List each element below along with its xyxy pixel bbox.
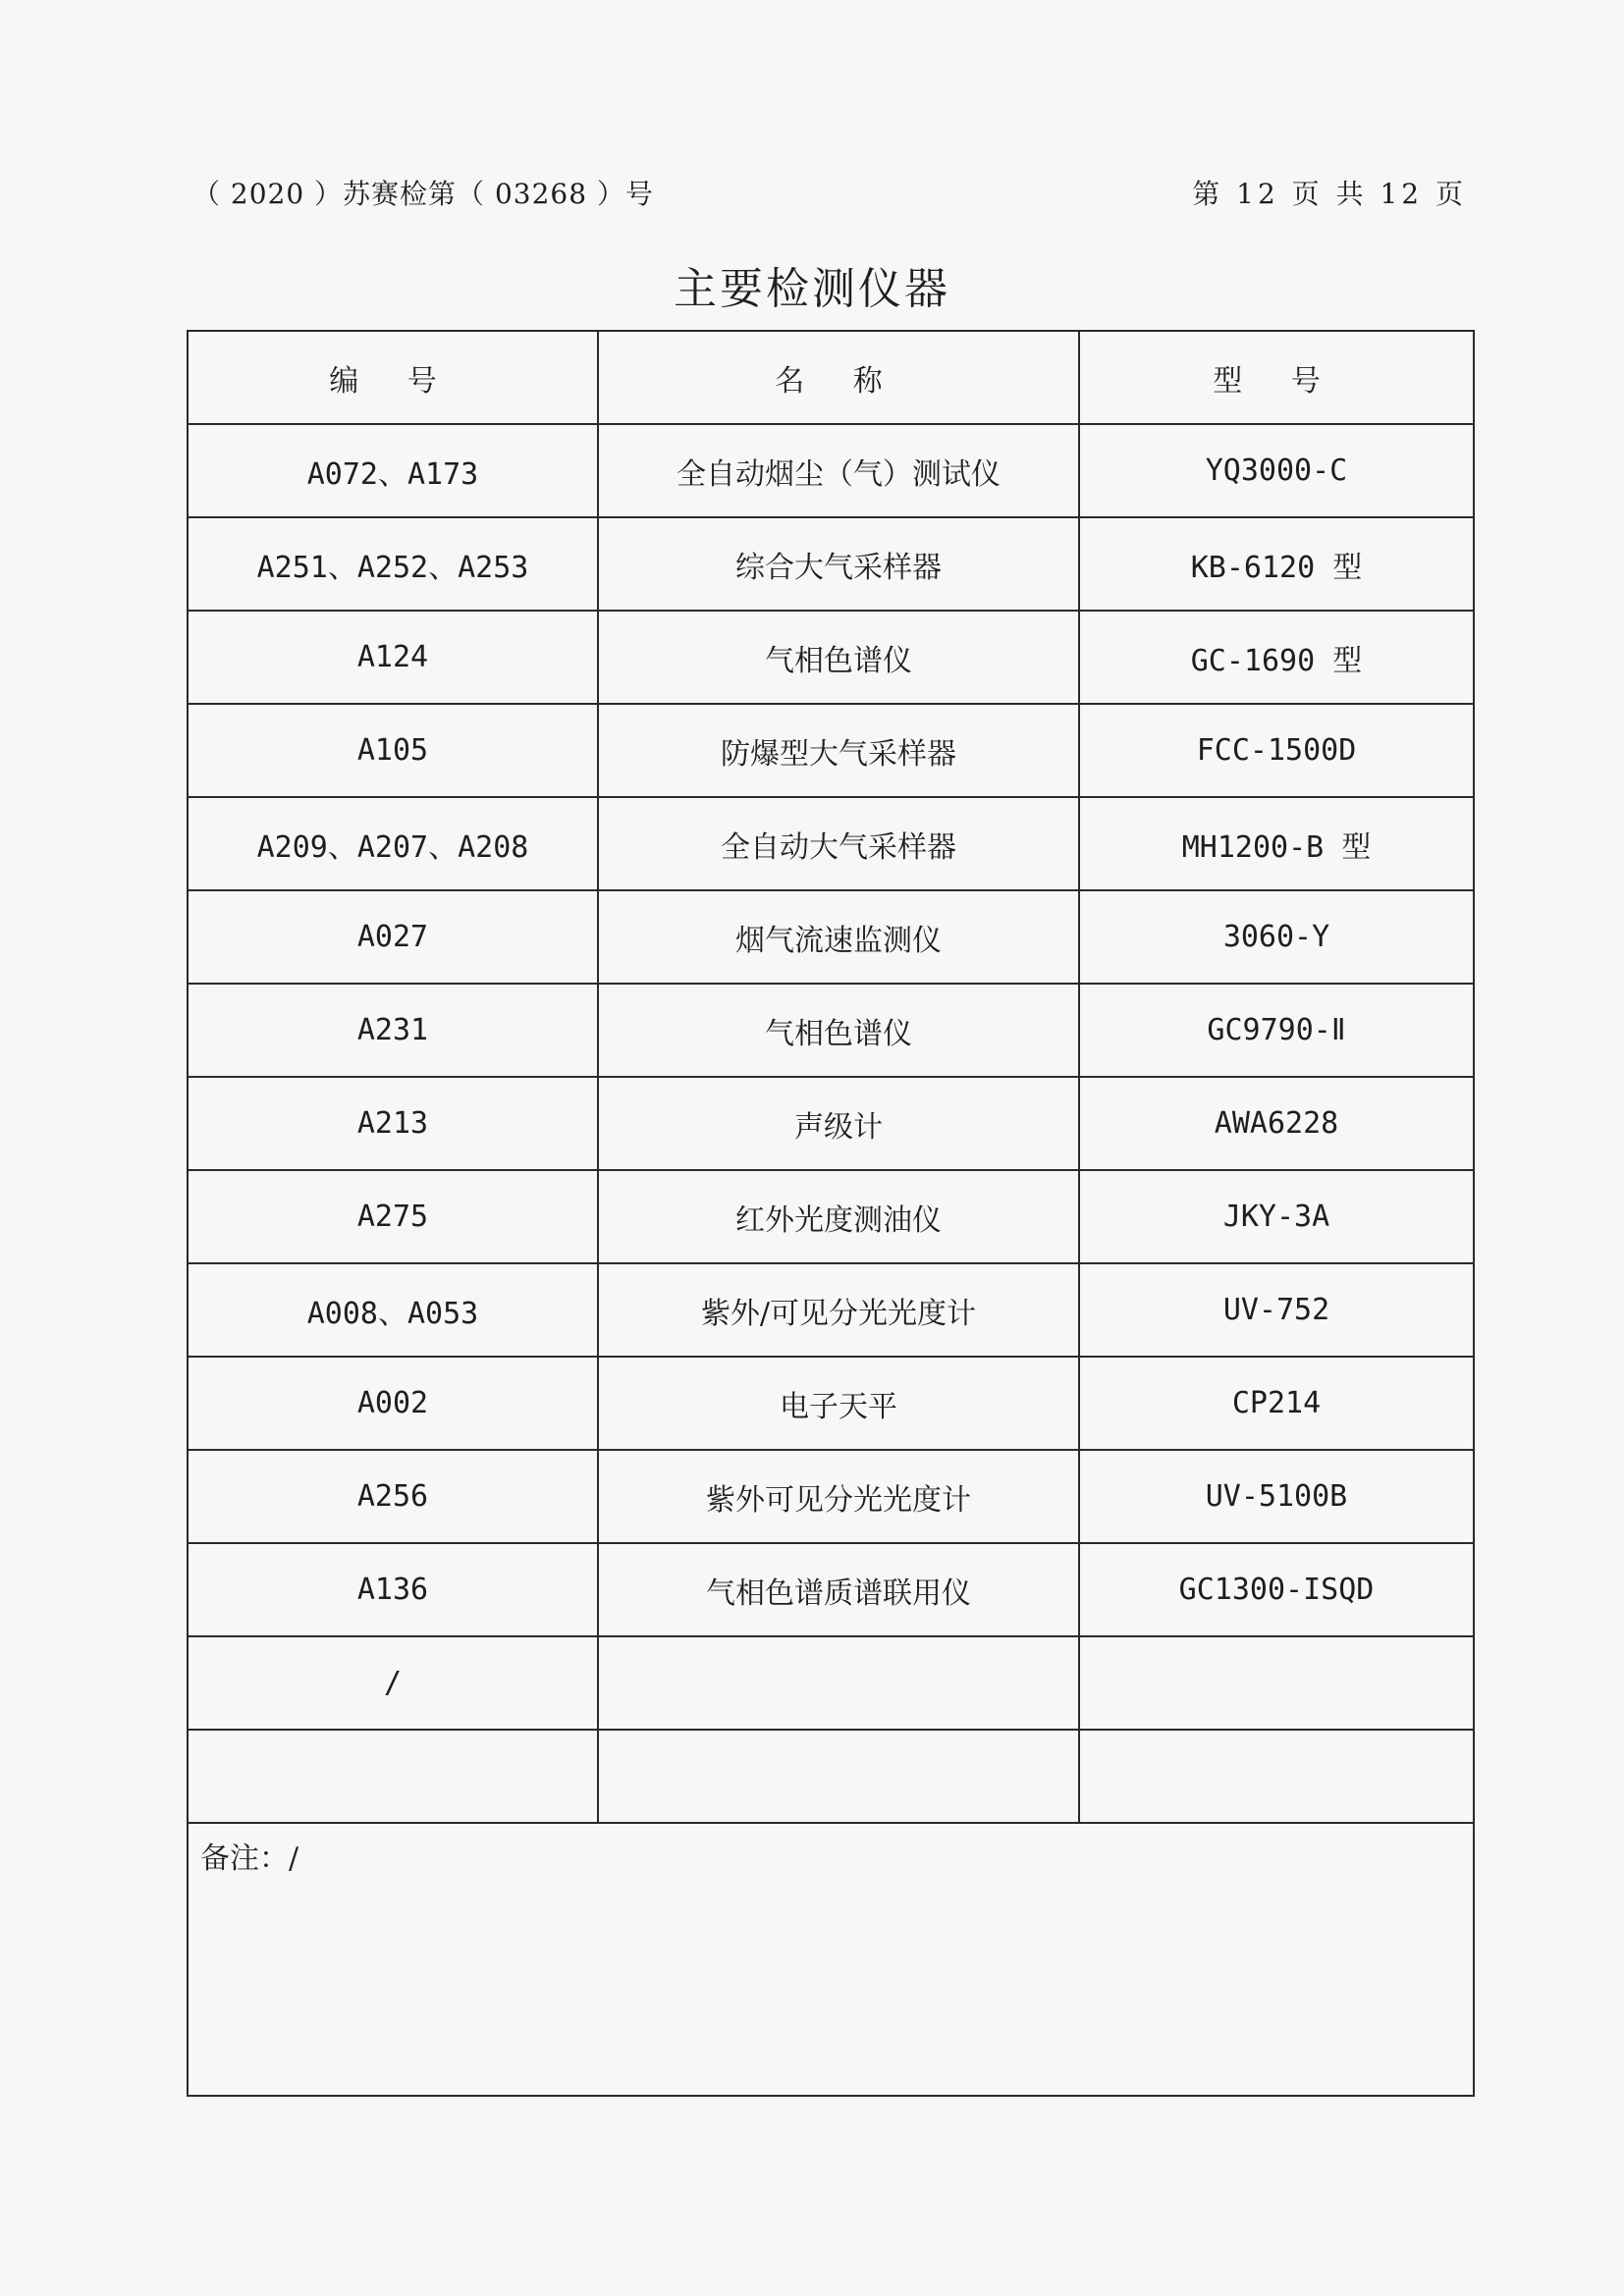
column-header-id: 编 号 <box>188 331 598 424</box>
instrument-name: 红外光度测油仪 <box>598 1170 1079 1263</box>
instrument-model: JKY-3A <box>1079 1170 1474 1263</box>
table-row <box>188 1357 1474 1450</box>
table-row <box>188 890 1474 984</box>
table-row <box>188 424 1474 517</box>
table-row <box>188 1077 1474 1170</box>
instrument-id: A124 <box>188 611 598 704</box>
instrument-id: A251、A252、A253 <box>188 517 598 611</box>
table-row <box>188 1543 1474 1636</box>
table-row <box>188 704 1474 797</box>
instrument-name: 全自动烟尘（气）测试仪 <box>598 424 1079 517</box>
report-number: （ 2020 ）苏赛检第（ 03268 ）号 <box>192 178 654 210</box>
column-header-name: 名 称 <box>598 331 1079 424</box>
table-row <box>188 1450 1474 1543</box>
instrument-name <box>598 1730 1079 1823</box>
page-title: 主要检测仪器 <box>674 264 950 314</box>
instrument-model: KB-6120 型 <box>1079 517 1474 611</box>
instrument-id: A027 <box>188 890 598 984</box>
instrument-model: AWA6228 <box>1079 1077 1474 1170</box>
table-row <box>188 611 1474 704</box>
instrument-model: FCC-1500D <box>1079 704 1474 797</box>
table-row <box>188 1263 1474 1357</box>
instrument-id <box>188 1730 598 1823</box>
table-row <box>188 797 1474 890</box>
instrument-model <box>1079 1636 1474 1730</box>
instrument-name: 声级计 <box>598 1077 1079 1170</box>
instrument-name: 综合大气采样器 <box>598 517 1079 611</box>
instrument-model: 3060-Y <box>1079 890 1474 984</box>
instrument-model: UV-5100B <box>1079 1450 1474 1543</box>
instrument-id: A072、A173 <box>188 424 598 517</box>
instrument-model: GC1300-ISQD <box>1079 1543 1474 1636</box>
instrument-name: 紫外可见分光光度计 <box>598 1450 1079 1543</box>
instrument-name: 紫外/可见分光光度计 <box>598 1263 1079 1357</box>
table-row <box>188 1730 1474 1823</box>
instrument-name: 防爆型大气采样器 <box>598 704 1079 797</box>
table-row <box>188 984 1474 1077</box>
table-header-row <box>188 331 1474 424</box>
table-row <box>188 1636 1474 1730</box>
remarks-row <box>188 1823 1474 2096</box>
instrument-model: GC9790-Ⅱ <box>1079 984 1474 1077</box>
instrument-id: A256 <box>188 1450 598 1543</box>
column-header-model: 型 号 <box>1079 331 1474 424</box>
table-row <box>188 1170 1474 1263</box>
instrument-id: A136 <box>188 1543 598 1636</box>
instrument-model: YQ3000-C <box>1079 424 1474 517</box>
instrument-name: 气相色谱仪 <box>598 984 1079 1077</box>
instrument-name: 气相色谱质谱联用仪 <box>598 1543 1079 1636</box>
instrument-model: CP214 <box>1079 1357 1474 1450</box>
instrument-table <box>187 330 1475 2097</box>
instrument-id: A002 <box>188 1357 598 1450</box>
instrument-id: A105 <box>188 704 598 797</box>
instrument-model: UV-752 <box>1079 1263 1474 1357</box>
instrument-name: 全自动大气采样器 <box>598 797 1079 890</box>
instrument-id: A275 <box>188 1170 598 1263</box>
remarks: 备注：/ <box>188 1823 1474 2096</box>
instrument-model <box>1079 1730 1474 1823</box>
instrument-name: 气相色谱仪 <box>598 611 1079 704</box>
page-info: 第 12 页 共 12 页 <box>1192 178 1467 210</box>
instrument-name: 电子天平 <box>598 1357 1079 1450</box>
instrument-name <box>598 1636 1079 1730</box>
instrument-model: GC-1690 型 <box>1079 611 1474 704</box>
instrument-id: A008、A053 <box>188 1263 598 1357</box>
instrument-id: / <box>188 1636 598 1730</box>
instrument-id: A231 <box>188 984 598 1077</box>
instrument-name: 烟气流速监测仪 <box>598 890 1079 984</box>
instrument-id: A213 <box>188 1077 598 1170</box>
instrument-id: A209、A207、A208 <box>188 797 598 890</box>
instrument-model: MH1200-B 型 <box>1079 797 1474 890</box>
table-row <box>188 517 1474 611</box>
